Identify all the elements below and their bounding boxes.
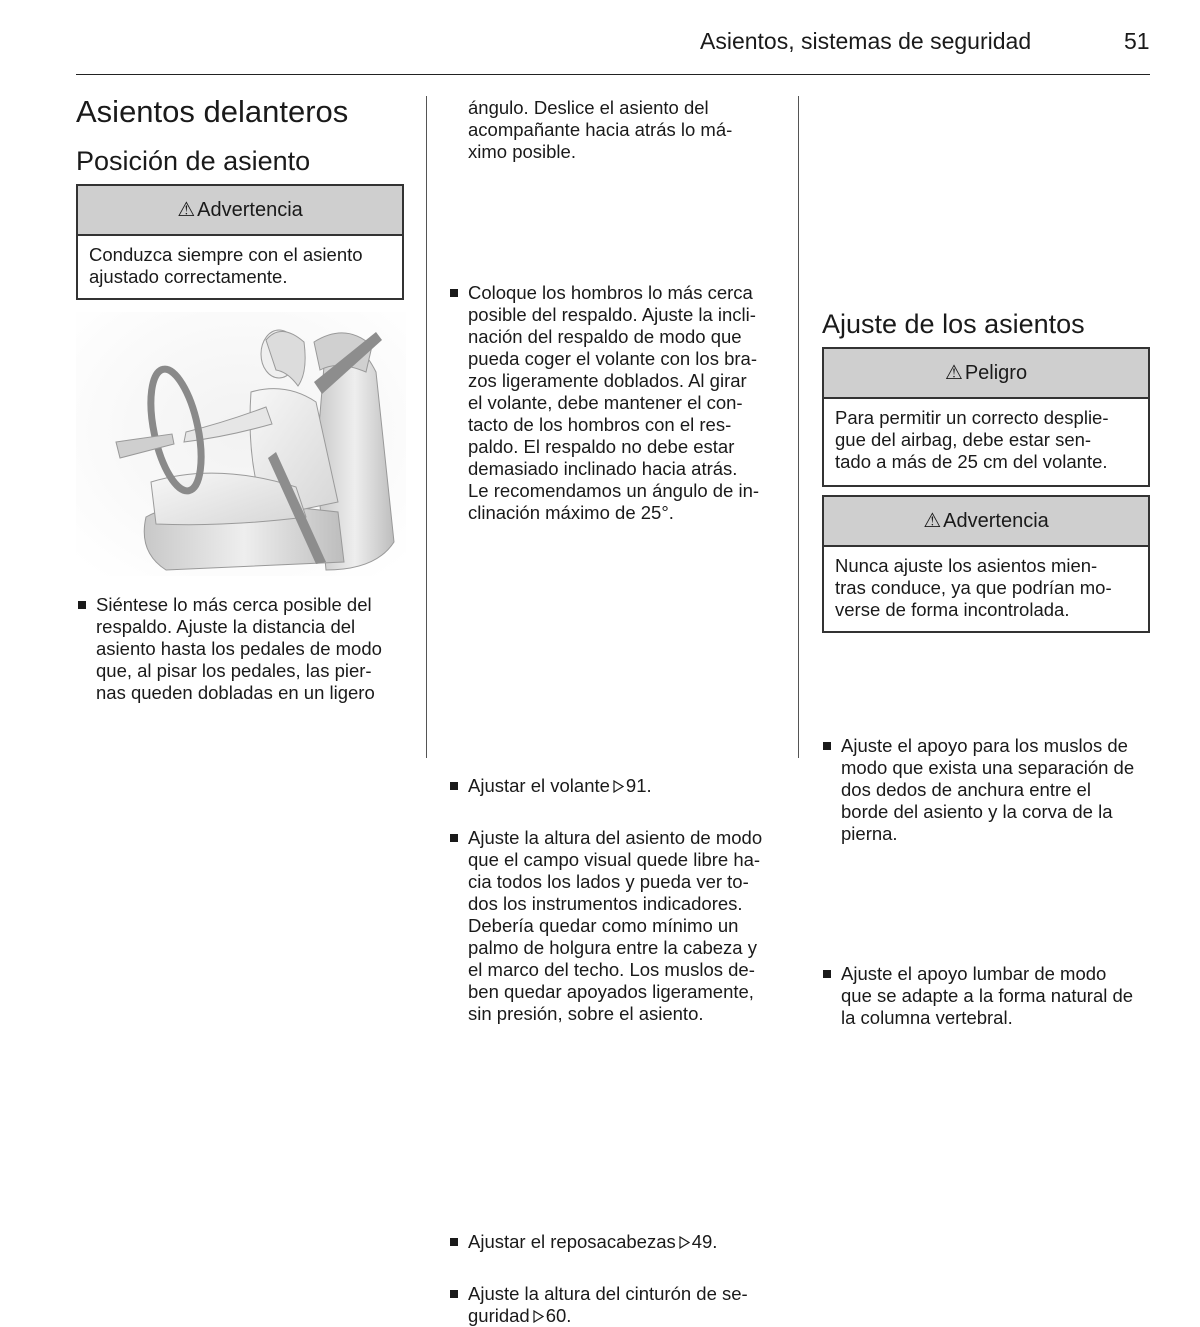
- page-reference-icon[interactable]: [533, 1310, 544, 1323]
- bullet-square-icon: [450, 834, 458, 842]
- list-item: Coloque los hombros lo más cerca posible del respaldo. Ajuste la incli- nación del respaldo de modo que pueda coger el volante con los bra- zos ligeramente doblados. Al girar el volante, debe mantener el con- tacto de los hombros con el res- paldo. El respaldo no debe estar demasiado inclinado hacia atrás. Le recomendamos un ángulo de in- clinación máximo de 25°.: [448, 282, 808, 524]
- warning-line: ajustado correctamente.: [89, 266, 288, 287]
- section-heading: Ajuste de los asientos: [822, 309, 1085, 339]
- danger-box-title: Peligro: [964, 362, 1028, 384]
- page-number: 51: [1124, 28, 1150, 54]
- warning-box-header: [824, 497, 1148, 547]
- warning-triangle-icon: ⚠: [923, 510, 942, 532]
- list-item: Ajustar el reposacabezas 49.: [448, 1231, 808, 1253]
- bullet-square-icon: [78, 601, 86, 609]
- warning-box: [822, 495, 1150, 633]
- page-reference[interactable]: 60.: [545, 1305, 572, 1326]
- warning-box-text: Nunca ajuste los asientos mien- tras conduce, ya que podrían mo- verse de forma incontrolada.: [835, 555, 1112, 620]
- list-item: Ajuste la altura del asiento de modo que el campo visual quede libre ha- cia todos los lados y pueda ver to- dos los instrumentos indicadores. Debería quedar como mínimo un palmo de holgura entre la cabeza y el marco del techo. Los muslos de- ben quedar apoyados ligeramente, sin presión, sobre el asiento.: [448, 827, 808, 1025]
- danger-box-header: [824, 349, 1148, 399]
- bullet-square-icon: [450, 1290, 458, 1298]
- seat-position-illustration: [76, 312, 406, 576]
- list-item: Ajuste el apoyo para los muslos de modo que exista una separación de dos dedos de anchura entre el borde del asiento y la corva de la pierna.: [821, 735, 1175, 845]
- subsection-heading: Posición de asiento: [76, 146, 311, 176]
- header-divider: [76, 74, 1150, 75]
- column-divider: [426, 96, 427, 758]
- page-header-title: Asientos, sistemas de seguridad: [700, 28, 1032, 54]
- warning-triangle-icon: ⚠: [944, 362, 963, 384]
- page-reference-icon[interactable]: [613, 780, 624, 793]
- warning-line: Conduzca siempre con el asiento: [89, 244, 363, 265]
- list-item: Ajuste la altura del cinturón de se- guridad 60.: [448, 1283, 808, 1327]
- bullet-square-icon: [450, 1238, 458, 1246]
- warning-triangle-icon: ⚠: [177, 199, 196, 221]
- danger-box-text: Para permitir un correcto desplie- gue del airbag, debe estar sen- tado a más de 25 cm del volante.: [835, 407, 1109, 472]
- list-item: Ajuste el apoyo lumbar de modo que se adapte a la forma natural de la columna vertebral.: [821, 963, 1175, 1029]
- bullet-square-icon: [823, 970, 831, 978]
- warning-box-title: Advertencia: [943, 510, 1049, 532]
- page-reference[interactable]: 49.: [691, 1231, 718, 1252]
- bullet-square-icon: [823, 742, 831, 750]
- warning-box-text: [78, 236, 402, 288]
- continued-paragraph: ángulo. Deslice el asiento del acompañante hacia atrás lo má- ximo posible.: [468, 97, 733, 162]
- page-reference[interactable]: 91.: [625, 775, 652, 796]
- warning-box-title: Advertencia: [197, 199, 303, 221]
- list-item: Ajustar el volante 91.: [448, 775, 808, 797]
- section-heading: Asientos delanteros: [76, 94, 349, 129]
- list-item: Siéntese lo más cerca posible del respaldo. Ajuste la distancia del asiento hasta los pedales de modo que, al pisar los pedales, las pier- nas queden dobladas en un ligero: [76, 594, 426, 704]
- warning-box-header: [78, 186, 402, 236]
- bullet-square-icon: [450, 782, 458, 790]
- danger-box: [822, 347, 1150, 487]
- warning-box: [76, 184, 404, 300]
- bullet-square-icon: [450, 289, 458, 297]
- page-reference-icon[interactable]: [679, 1236, 690, 1249]
